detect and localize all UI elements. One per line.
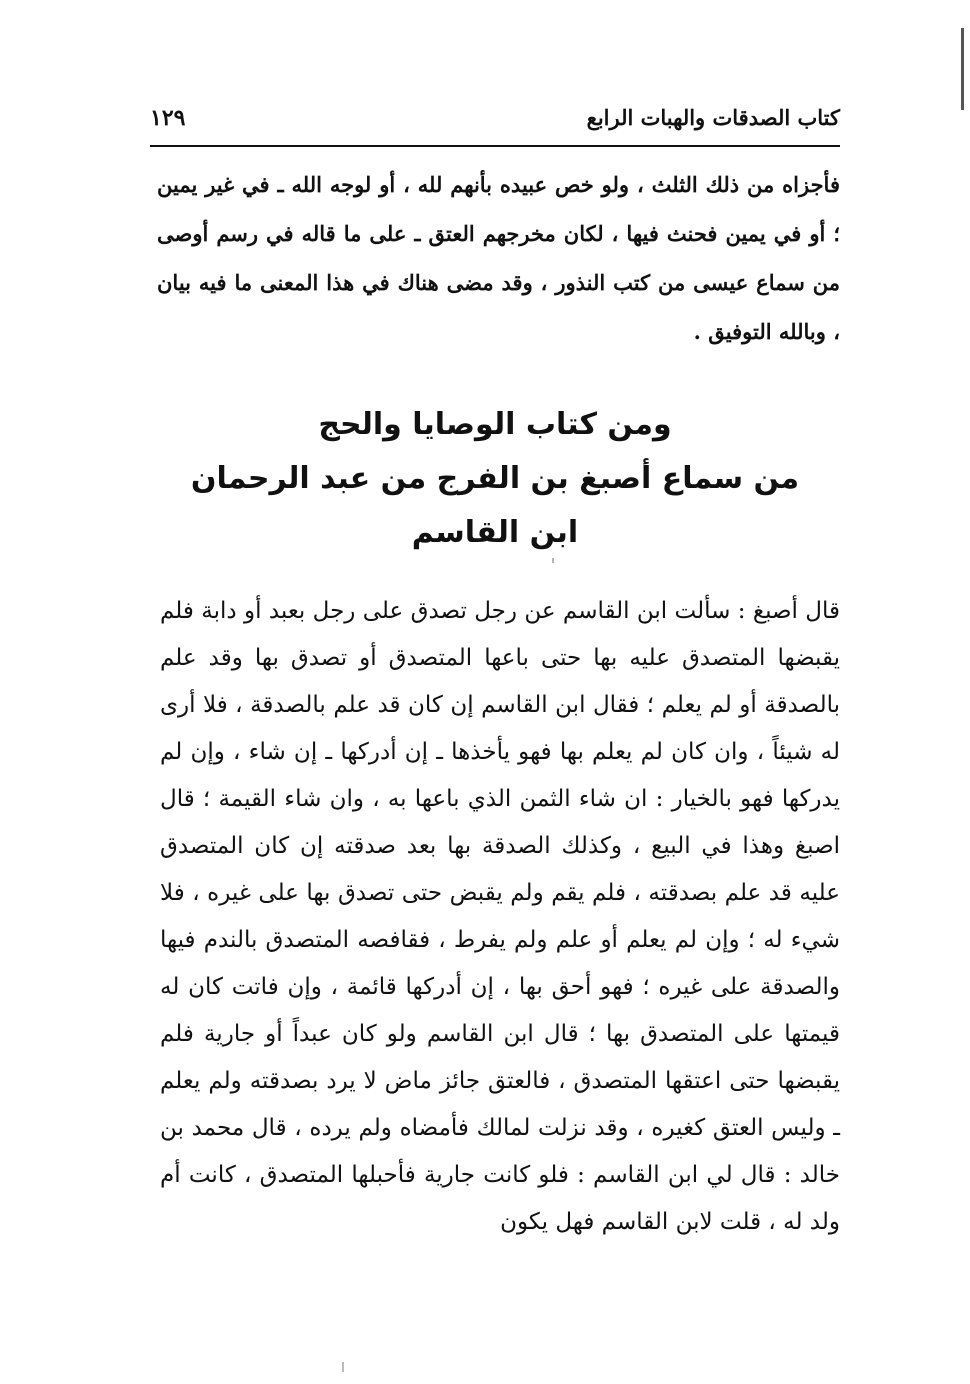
- section-heading-line-3: ابن القاسم: [411, 515, 579, 550]
- main-paragraph: قال أصبغ : سألت ابن القاسم عن رجل تصدق على رجل بعبد أو دابة فلم يقبضها المتصدق عليه بها حتى باعها المتصدق أو تصدق بها وقد علم بالصدقة أو لم يعلم ؛ فقال ابن القاسم إن كان قد علم بالصدقة ، فلا أرى له شيئاً ، وان كان لم يعلم بها فهو يأخذها ـ إن أدركها ـ إن شاء ، وإن لم يدركها فهو بالخيار : ان شاء الثمن الذي باعها به ، وان شاء القيمة ؛ قال اصبغ وهذا في البيع ، وكذلك الصدقة بها بعد صدقته إن كان المتصدق عليه قد علم بصدقته ، فلم يقم ولم يقبض حتى تصدق بها على غيره ، فلا شيء له ؛ وإن لم يعلم أو علم ولم يفرط ، فقافصه المتصدق بالندم فيها والصدقة على غيره ؛ فهو أحق بها ، إن أدركها قائمة ، وإن فاتت كان له قيمتها على المتصدق بها ؛ قال ابن القاسم ولو كان عبداً أو جارية فلم يقبضها حتى اعتقها المتصدق ، فالعتق جائز ماض لا يرد بصدقته ولم يعلم ـ وليس العتق كغيره ، وقد نزلت لمالك فأمضاه ولم يرده ، قال محمد بن خالد : قال لي ابن القاسم : فلو كانت جارية فأحبلها المتصدق ، كانت أم ولد له ، قلت لابن القاسم فهل يكون: [160, 598, 840, 1235]
- section-heading-line-2: من سماع أصبغ بن الفرج من عبد الرحمان: [190, 461, 800, 496]
- page-number: ١٢٩: [150, 105, 186, 131]
- scan-edge-mark: [961, 28, 964, 110]
- scan-speck-bottom: [342, 1362, 344, 1372]
- section-heading: [150, 398, 840, 560]
- top-paragraph: فأجزاه من ذلك الثلث ، ولو خص عبيده بأنهم لله ، أو لوجه الله ـ في غير يمين ؛ أو في يمين فحنث فيها ، لكان مخرجهم العتق ـ على ما قاله في رسم أوصى من سماع عيسى من كتب النذور ، وقد مضى هناك في هذا المعنى ما فيه بيان ، وبالله التوفيق .: [157, 172, 840, 344]
- running-title: كتاب الصدقات والهبات الرابع: [586, 105, 840, 130]
- section-heading-line-1: ومن كتاب الوصايا والحج: [318, 407, 672, 442]
- header-rule: [150, 145, 840, 147]
- scan-speck: [552, 558, 554, 563]
- running-header: [150, 98, 840, 138]
